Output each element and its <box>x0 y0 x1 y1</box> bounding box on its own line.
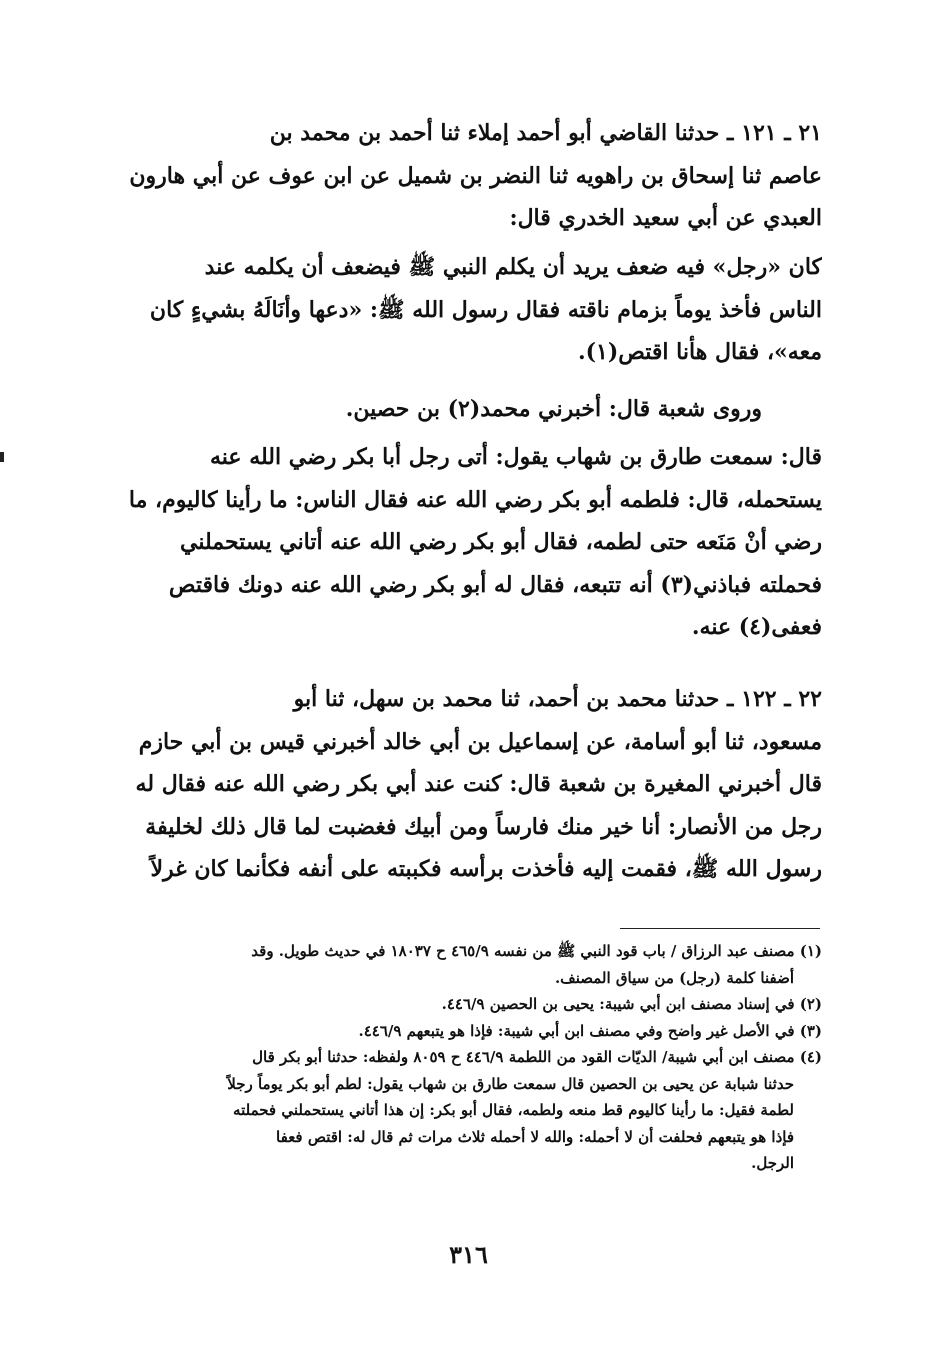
page-number: ٣١٦ <box>449 1240 488 1269</box>
text-line: فعفى(٤) عنه. <box>691 614 822 640</box>
text-line: عاصم ثنا إسحاق بن راهويه ثنا النضر بن شميل عن ابن عوف عن أبي هارون <box>129 162 822 189</box>
footnote-1-line: أضفنا كلمة (رجل) من سياق المصنف. <box>554 968 794 987</box>
footnote-1-line: (١) مصنف عبد الرزاق / باب قود النبي ﷺ من نفسه ٤٦٥/٩ ح ١٨٠٣٧ في حديث طويل. وقد <box>251 942 822 960</box>
text-line: فحملته فباذني(٣) أنه تتبعه، فقال له أبو بكر رضي الله عنه دونك فاقتص <box>168 571 822 598</box>
text-line: الناس فأخذ يوماً بزمام ناقته فقال رسول الله ﷺ: «دعها وأنَالَهُ بشيءٍ كان <box>149 296 822 323</box>
text-line: معه»، فقال هأنا اقتص(١). <box>577 339 822 365</box>
hadith-121-matn <box>110 246 822 374</box>
text-line: رجل من الأنصار: أنا خير منك فارساً ومن أبيك فغضبت لما قال ذلك لخليفة <box>145 813 822 840</box>
text-line: وروى شعبة قال: أخبرني محمد(٢) بن حصين. <box>345 396 762 422</box>
footnote-2-line: (٢) في إسناد مصنف ابن أبي شيبة: يحيى بن الحصين ٤٤٦/٩. <box>441 995 822 1013</box>
text-line: قال: سمعت طارق بن شهاب يقول: أتى رجل أبا بكر رضي الله عنه <box>210 444 822 470</box>
text-line: رضي أنْ مَنَعه حتى لطمه، فقال أبو بكر رضي الله عنه أتاني يستحملني <box>180 529 822 555</box>
text-line: العبدي عن أبي سعيد الخدري قال: <box>509 205 822 231</box>
text-line: ٢٢ ـ ١٢٢ ـ حدثنا محمد بن أحمد، ثنا محمد بن سهل، ثنا أبو <box>293 686 822 712</box>
footnote-3-line: (٣) في الأصل غير واضح وفي مصنف ابن أبي شيبة: فإذا هو يتبعهم ٤٤٦/٩. <box>358 1021 822 1040</box>
footnote-4-line: (٤) مصنف ابن أبي شيبة/ الديّات القود من اللطمة ٤٤٦/٩ ح ٨٠٥٩ ولفظه: حدثنا أبو بكر قال <box>252 1048 822 1066</box>
footnote-4-line: لطمة فقيل: ما رأينا كاليوم قط منعه ولطمه، فقال أبو بكر: إن هذا أتاني يستحملني فحملته <box>233 1101 794 1119</box>
hadith-121-isnad <box>110 112 822 240</box>
text-line: كان «رجل» فيه ضعف يريد أن يكلم النبي ﷺ فيضعف أن يكلمه عند <box>204 254 822 280</box>
footnote-4-line: حدثنا شبابة عن يحيى بن الحصين قال سمعت طارق بن شهاب يقول: لطم أبو بكر يوماً رجلاً <box>227 1074 794 1093</box>
text-line: ٢١ ـ ١٢١ ـ حدثنا القاضي أبو أحمد إملاء ثنا أحمد بن محمد بن <box>269 120 822 146</box>
text-line: يستحمله، قال: فلطمه أبو بكر رضي الله عنه فقال الناس: ما رأينا كاليوم، ما <box>128 486 822 513</box>
shuba-narration <box>110 388 822 431</box>
footnote-4-line: فإذا هو يتبعهم فحلفت أن لا أحمله: والله لا أحمله ثلاث مرات ثم قال له: اقتص فعفا <box>276 1127 794 1146</box>
text-line: قال أخبرني المغيرة بن شعبة قال: كنت عند أبي بكر رضي الله عنه فقال له <box>135 771 822 797</box>
footnote-separator <box>620 928 820 929</box>
footnotes <box>110 938 822 1177</box>
footnote-4-line: الرجل. <box>751 1154 794 1172</box>
hadith-122 <box>110 678 822 891</box>
text-line: مسعود، ثنا أبو أسامة، عن إسماعيل بن أبي خالد أخبرني قيس بن أبي حازم <box>138 728 822 755</box>
tariq-narration <box>110 436 822 649</box>
margin-mark <box>0 452 4 462</box>
text-line: رسول الله ﷺ، فقمت إليه فأخذت برأسه فكببته على أنفه فكأنما كان غرلاً <box>150 856 822 882</box>
